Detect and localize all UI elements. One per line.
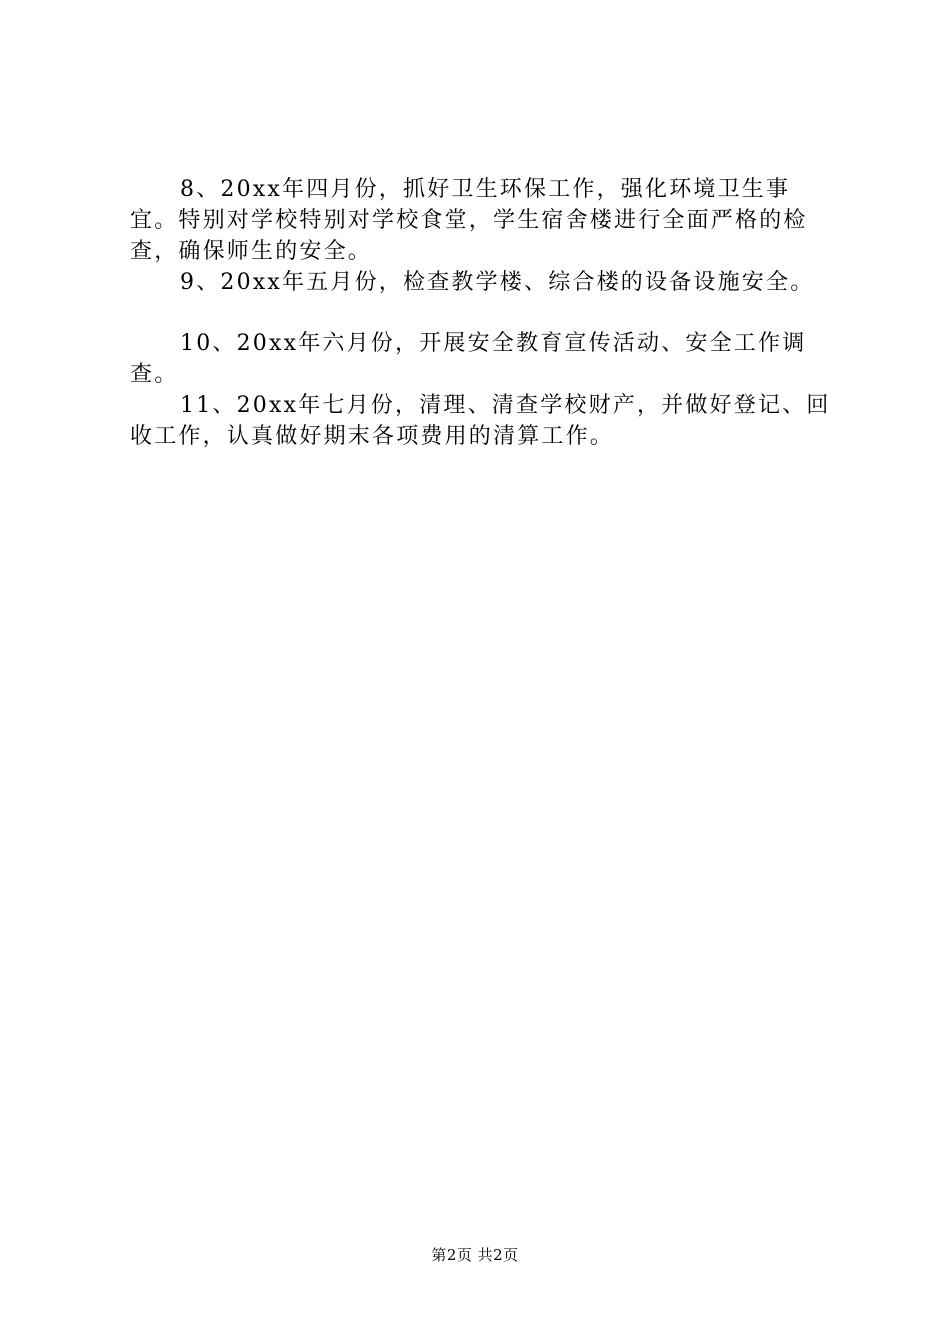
- document-body: [130, 174, 835, 452]
- page-number-indicator: 第2页 共2页: [431, 1246, 519, 1264]
- paragraph-item-11: 11、20xx年七月份，清理、清查学校财产，并做好登记、回收工作，认真做好期末各项费用的清算工作。: [130, 393, 831, 449]
- paragraph-item-10: 10、20xx年六月份，开展安全教育宣传活动、安全工作调查。: [130, 331, 807, 387]
- paragraph-item-8: 8、20xx年四月份，抓好卫生环保工作，强化环境卫生事宜。特别对学校特别对学校食堂，学生宿舍楼进行全面严格的检查，确保师生的安全。: [130, 177, 808, 264]
- paragraph-item-9: 9、20xx年五月份，检查教学楼、综合楼的设备设施安全。: [180, 270, 815, 295]
- page-footer: [0, 1244, 950, 1265]
